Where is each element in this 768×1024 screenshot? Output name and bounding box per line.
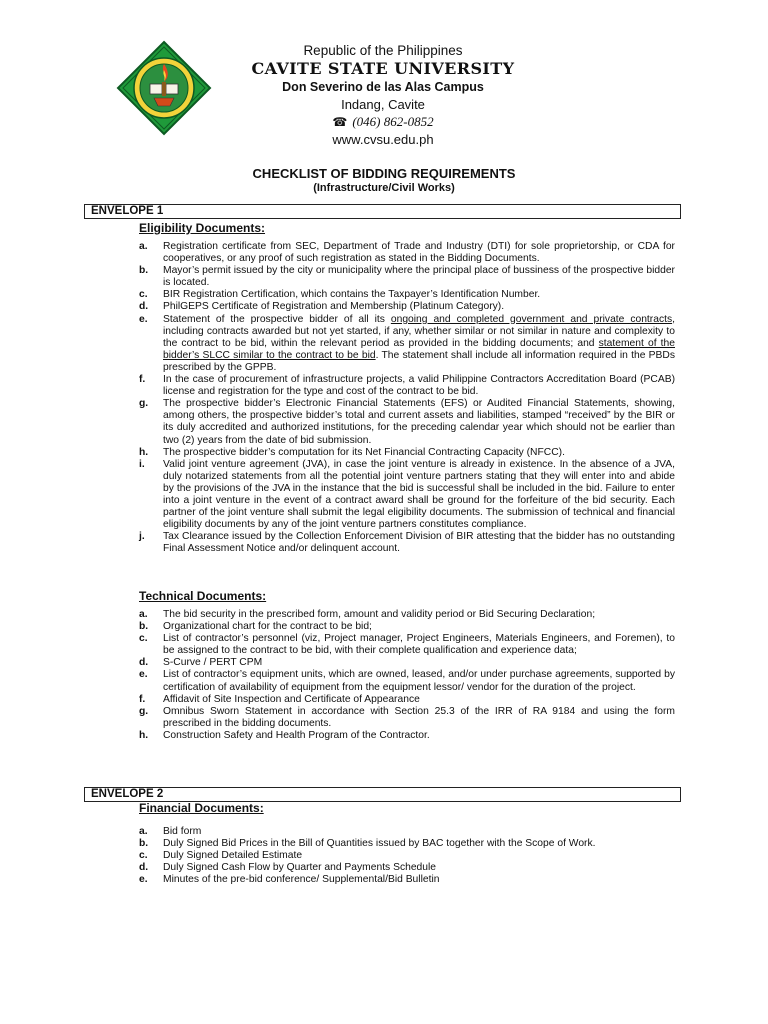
eligibility-list [139,241,675,555]
list-item: b. Organizational chart for the contract to be bid; [139,621,372,633]
list-item: i. Valid joint venture agreement (JVA), in case the joint venture is already in existence. In the absence of a JVA, duly notarized statements from all the potential joint venture partners stating that they will enter into and abide by the provisions of the JVA in the instance that the bid is successful shall be included in the bid. Failure to enter into a joint venture in the event of a contract award shall be ground for the forfeiture of the bid security. Each partner of the joint venture shall submit the legal eligibility documents. The submission of technical and financial eligibility documents by any of the joint venture partners constitutes compliance. [139,458,675,531]
campus-name: Don Severino de las Alas Campus [282,80,484,94]
university-name: CAVITE STATE UNIVERSITY [251,59,515,78]
page-subtitle: (Infrastructure/Civil Works) [313,182,455,194]
republic-line: Republic of the Philippines [303,43,463,58]
envelope-1-header: ENVELOPE 1 [84,204,681,219]
list-item: c. BIR Registration Certification, which contains the Taxpayer’s Identification Number. [139,289,541,301]
list-item: f. In the case of procurement of infrastructure projects, a valid Philippine Contractors Accreditation Board (PCAB) license and registration for the type and cost of the contract to be bid. [139,374,675,398]
list-item: f. Affidavit of Site Inspection and Certificate of Appearance [139,693,420,705]
list-item: a. The bid security in the prescribed form, amount and validity period or Bid Securing Declaration; [139,609,596,620]
technical-heading: Technical Documents: [139,589,267,603]
eligibility-heading: Eligibility Documents: [139,221,266,235]
list-item: j. Tax Clearance issued by the Collection Enforcement Division of BIR attesting that the bidder has no outstanding Final Assessment Notice and/or delinquent account. [139,531,675,555]
list-item: h. The prospective bidder’s computation for its Net Financial Contracting Capacity (NFCC). [139,446,565,458]
list-item: e. List of contractor’s equipment units, which are owned, leased, and/or under purchase agreements, supported by certification of availability of equipment from the equipment lessor/ vendor for the duration of the project. [139,669,675,693]
list-item: g. The prospective bidder’s Electronic Financial Statements (EFS) or Audited Financial Statements, showing, among others, the prospective bidder’s total and current assets and liabilities, stamped “received” by the BIR or its duly accredited and authorized institutions, for the preceding calendar year which should not be earlier than two (2) years from the date of bid submission. [139,398,675,446]
list-item: h. Construction Safety and Health Program of the Contractor. [139,729,430,741]
list-item: d. Duly Signed Cash Flow by Quarter and Payments Schedule [139,862,437,874]
technical-list [139,609,675,742]
page-title: CHECKLIST OF BIDDING REQUIREMENTS [252,166,516,181]
envelope-2-header: ENVELOPE 2 [84,787,681,802]
list-item: a. Registration certificate from SEC, Department of Trade and Industry (DTI) for sole proprietorship, or CDA for cooperatives, or any proof of such registration as stated in the Bidding Documents. [139,241,675,265]
financial-heading: Financial Documents: [139,801,264,815]
list-item: c. List of contractor’s personnel (viz, Project manager, Project Engineers, Materials Engineers, and Foremen), to be assigned to the contract to be bid, with their complete qualification and experience data; [139,633,675,657]
list-item: e. Minutes of the pre-bid conference/ Supplemental/Bid Bulletin [139,874,440,886]
website-link[interactable]: www.cvsu.edu.ph [332,132,434,147]
letterhead [180,42,586,148]
telephone-icon: ☎ [332,115,348,129]
phone-line [180,113,586,131]
list-item: b. Duly Signed Bid Prices in the Bill of Quantities issued by BAC together with the Scope of Work. [139,838,596,850]
list-item: a. Bid form [139,826,202,837]
list-item: e. Statement of the prospective bidder of all its ongoing and completed government and private contracts, including contracts awarded but not yet started, if any, whether similar or not similar in nature and complexity to the contract to be bid, within the relevant period as provided in the bidding documents; and statement of the bidder’s SLCC similar to the contract to be bid. The statement shall include all information required in the PBDs prescribed by the GPPB. [139,313,675,373]
list-item: d. S-Curve / PERT CPM [139,657,263,669]
list-item: b. Mayor’s permit issued by the city or municipality where the principal place of bussiness of the prospective bidder is located. [139,265,675,289]
list-item: d. PhilGEPS Certificate of Registration and Membership (Platinum Category). [139,301,505,313]
town-line: Indang, Cavite [341,97,425,112]
list-item: c. Duly Signed Detailed Estimate [139,850,303,862]
financial-list [139,826,675,886]
list-item: g. Omnibus Sworn Statement in accordance with Section 25.3 of the IRR of RA 9184 and using the form prescribed in the bidding documents. [139,705,675,729]
phone-number: (046) 862-0852 [352,114,434,129]
